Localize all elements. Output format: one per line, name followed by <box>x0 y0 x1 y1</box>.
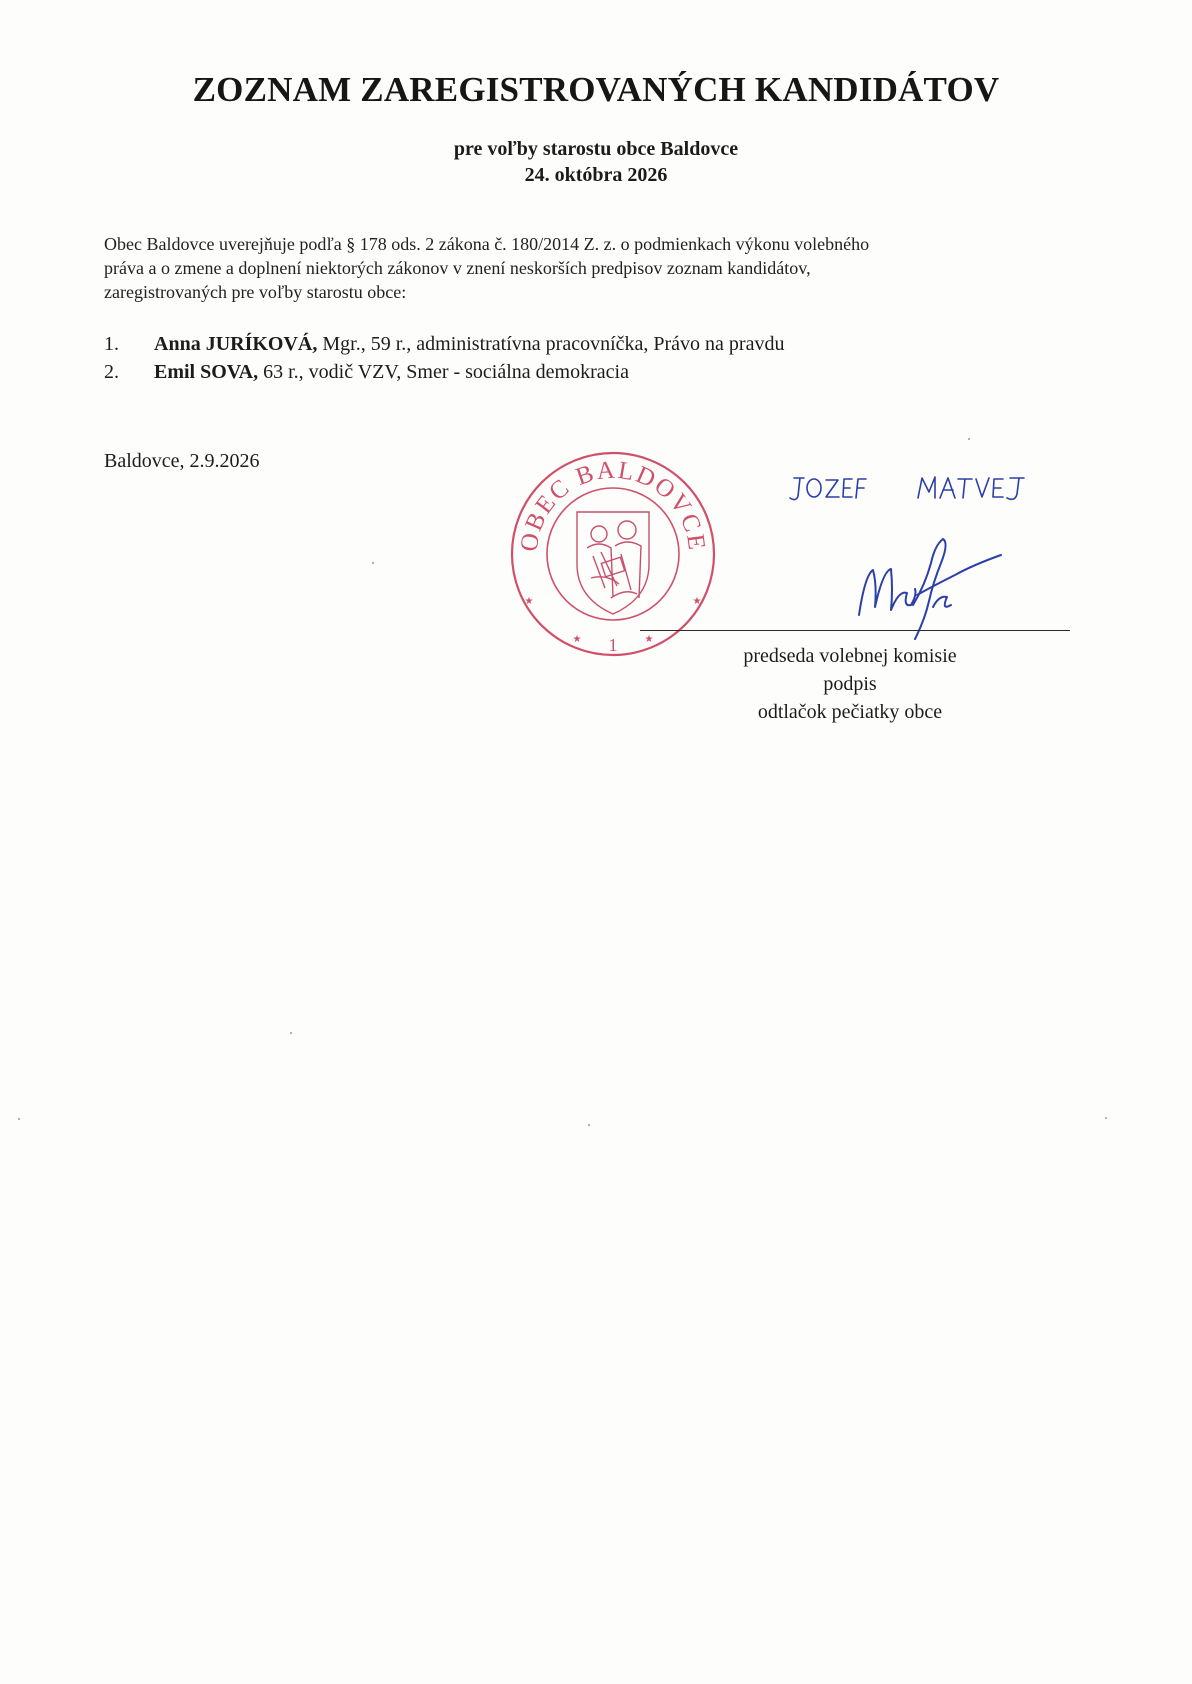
stamp-number: 1 <box>608 635 618 655</box>
scan-speck <box>372 562 374 564</box>
intro-line: práva a o zmene a doplnení niektorých zákonov v znení neskorších predpisov zoznam kandidátov, <box>104 258 811 278</box>
stamp-caption: odtlačok pečiatky obce <box>757 701 943 723</box>
place-and-date: Baldovce, 2.9.2026 <box>104 450 260 472</box>
scan-speck <box>290 1032 292 1034</box>
coat-of-arms-icon <box>577 512 649 614</box>
svg-text:★: ★ <box>644 634 654 645</box>
signature-line <box>640 630 1070 631</box>
scan-speck <box>18 1118 20 1120</box>
svg-text:★: ★ <box>572 634 582 645</box>
list-item <box>104 330 1054 358</box>
list-item <box>104 358 1054 386</box>
candidate-number: 1. <box>104 333 119 355</box>
candidate-list <box>104 330 1054 386</box>
scan-speck <box>588 1124 590 1126</box>
official-stamp <box>507 448 719 660</box>
document-subtitle: pre voľby starostu obce Baldovce <box>453 138 739 160</box>
intro-paragraph <box>104 232 1024 304</box>
candidate-number: 2. <box>104 361 119 383</box>
scan-speck <box>1105 1117 1107 1119</box>
handwritten-name <box>788 472 1048 506</box>
candidate-details: 63 r., vodič VZV, Smer - sociálna demokracia <box>258 361 629 383</box>
svg-text:★: ★ <box>524 596 534 607</box>
intro-line: zaregistrovaných pre voľby starostu obce: <box>104 282 407 302</box>
svg-text:★: ★ <box>692 596 702 607</box>
candidate-name: Anna JURÍKOVÁ, <box>154 333 318 355</box>
stamp-text: OBEC BALDOVCE <box>515 456 711 554</box>
signature <box>855 535 1005 645</box>
candidate-name: Emil SOVA, <box>154 361 259 383</box>
signatory-role: predseda volebnej komisie <box>743 645 957 667</box>
scan-speck <box>968 438 970 440</box>
intro-line: Obec Baldovce uverejňuje podľa § 178 ods. 2 zákona č. 180/2014 Z. z. o podmienkach výkonu volebného <box>104 234 870 254</box>
election-date: 24. októbra 2026 <box>524 164 668 186</box>
signature-caption: podpis <box>823 673 877 695</box>
candidate-details: Mgr., 59 r., administratívna pracovníčka, Právo na pravdu <box>317 333 785 355</box>
document-title: ZOZNAM ZAREGISTROVANÝCH KANDIDÁTOV <box>192 70 1000 109</box>
